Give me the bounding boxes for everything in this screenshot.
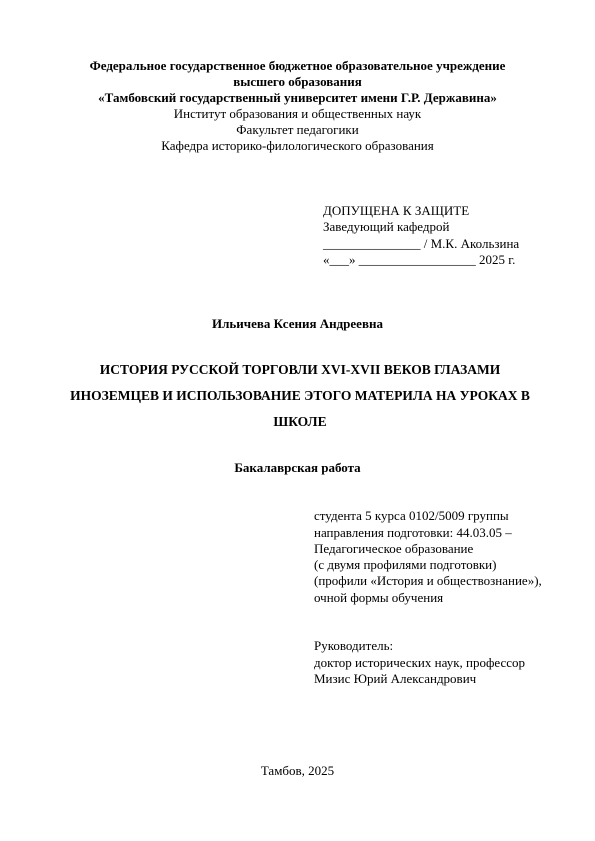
thesis-title-line-3: ШКОЛЕ	[273, 414, 327, 429]
thesis-title-line-1: ИСТОРИЯ РУССКОЙ ТОРГОВЛИ XVI-XVII ВЕКОВ ГЛАЗАМИ	[99, 362, 501, 377]
faculty-name: Факультет педагогики	[236, 122, 359, 137]
student-info-line-4: (с двумя профилями подготовки)	[314, 557, 497, 572]
education-level: высшего образования	[233, 74, 362, 89]
approval-signature: _______________ / М.К. Акользина	[323, 236, 520, 251]
city-year: Тамбов, 2025	[260, 763, 335, 778]
student-info-line-1: студента 5 курса 0102/5009 группы	[314, 508, 509, 523]
supervisor-degree: доктор исторических наук, профессор	[314, 655, 526, 670]
student-info-line-2: направления подготовки: 44.03.05 –	[314, 525, 512, 540]
thesis-title-line-2: ИНОЗЕМЦЕВ И ИСПОЛЬЗОВАНИЕ ЭТОГО МАТЕРИЛА НА УРОКАХ В	[70, 388, 530, 403]
student-info-line-3: Педагогическое образование	[314, 541, 474, 556]
student-info-line-6: очной формы обучения	[314, 590, 444, 605]
supervisor-name: Мизис Юрий Александрович	[314, 671, 477, 686]
institution-type: Федеральное государственное бюджетное образовательное учреждение	[89, 58, 506, 73]
student-info-line-5: (профили «История и обществознание»),	[314, 573, 542, 588]
institute-name: Институт образования и общественных наук	[173, 106, 422, 121]
work-type: Бакалаврская работа	[234, 460, 361, 475]
author-name: Ильичева Ксения Андреевна	[212, 316, 383, 331]
approval-date: «___» __________________ 2025 г.	[323, 252, 516, 267]
approval-position: Заведующий кафедрой	[323, 219, 450, 234]
university-name: «Тамбовский государственный университет имени Г.Р. Державина»	[98, 90, 497, 105]
approval-heading: ДОПУЩЕНА К ЗАЩИТЕ	[323, 203, 470, 218]
supervisor-label: Руководитель:	[314, 638, 394, 653]
department-name: Кафедра историко-филологического образования	[161, 138, 434, 153]
